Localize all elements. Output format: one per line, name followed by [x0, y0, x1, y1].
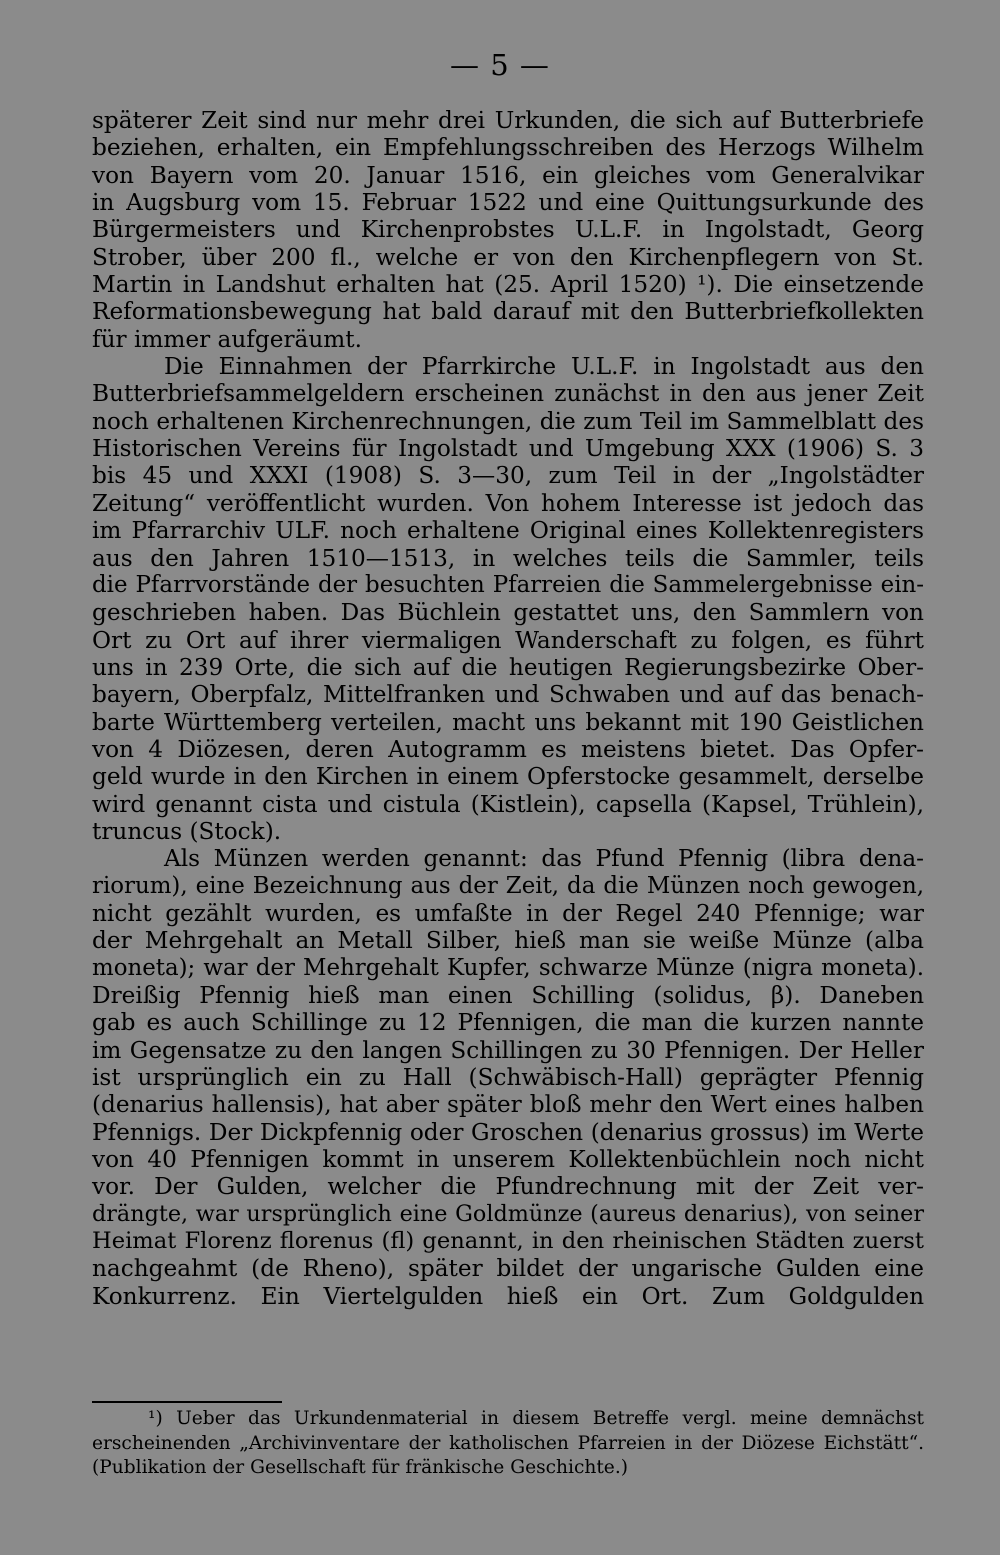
footnotes	[92, 1407, 924, 1481]
text-line: Martin in Landshut erhalten hat (25. April 1520) ¹). Die einsetzende	[92, 271, 924, 299]
text-line: Ort zu Ort auf ihrer viermaligen Wanderschaft zu folgen, es führt	[92, 626, 924, 654]
text-line: im Pfarrarchiv ULF. noch erhaltene Original eines Kollektenregisters	[92, 517, 924, 545]
text-line: Reformationsbewegung hat bald darauf mit den Butterbriefkollekten	[92, 298, 924, 326]
text-line: der Mehrgehalt an Metall Silber, hieß man sie weiße Münze (alba	[92, 927, 924, 955]
text-line: späterer Zeit sind nur mehr drei Urkunden, die sich auf Butterbriefe	[92, 107, 924, 134]
footnote-line: (Publikation der Gesellschaft für fränkische Geschichte.)	[92, 1457, 628, 1478]
text-line: vor. Der Gulden, welcher die Pfundrechnung mit der Zeit ver-	[92, 1173, 924, 1201]
text-line: Bürgermeisters und Kirchenprobstes U.L.F. in Ingolstadt, Georg	[92, 216, 924, 244]
text-line: nachgeahmt (de Rheno), später bildet der ungarische Gulden eine	[92, 1255, 924, 1283]
text-line: truncus (Stock).	[92, 817, 282, 845]
text-line: von 4 Diözesen, deren Autogramm es meistens bietet. Das Opfer-	[92, 735, 924, 763]
body-text	[92, 107, 924, 1310]
text-line: ist ursprünglich ein zu Hall (Schwäbisch-Hall) geprägter Pfennig	[92, 1064, 924, 1092]
text-line: Strober, über 200 fl., welche er von den Kirchenpflegern von St.	[92, 243, 924, 271]
text-line: Die Einnahmen der Pfarrkirche U.L.F. in Ingolstadt aus den	[164, 353, 924, 381]
text-line: nicht gezählt wurden, es umfaßte in der Regel 240 Pfennige; war	[92, 899, 924, 927]
text-line: Als Münzen werden genannt: das Pfund Pfennig (libra dena-	[164, 845, 924, 873]
text-line: in Augsburg vom 15. Februar 1522 und eine Quittungsurkunde des	[92, 189, 924, 217]
text-line: riorum), eine Bezeichnung aus der Zeit, da die Münzen noch gewogen,	[92, 872, 924, 899]
footnote-separator	[92, 1401, 282, 1403]
text-line: von Bayern vom 20. Januar 1516, ein gleiches vom Generalvikar	[92, 161, 924, 189]
text-line: beziehen, erhalten, ein Empfehlungsschreiben des Herzogs Wilhelm	[92, 134, 924, 162]
footnote-line: erscheinenden „Archivinventare der katholischen Pfarreien in der Diözese Eichstätt“.	[92, 1432, 924, 1454]
page-number: — 5 —	[450, 48, 550, 82]
text-line: Dreißig Pfennig hieß man einen Schilling (solidus, β). Daneben	[92, 982, 924, 1009]
text-line: geschrieben haben. Das Büchlein gestattet uns, den Sammlern von	[92, 599, 924, 627]
text-line: Konkurrenz. Ein Viertelgulden hieß ein Ort. Zum Goldgulden	[92, 1282, 924, 1310]
text-line: von 40 Pfennigen kommt in unserem Kollektenbüchlein noch nicht	[92, 1146, 924, 1174]
text-line: gab es auch Schillinge zu 12 Pfennigen, die man die kurzen nannte	[92, 1009, 924, 1037]
text-line: uns in 239 Orte, die sich auf die heutigen Regierungsbezirke Ober-	[92, 653, 924, 681]
text-line: Pfennigs. Der Dickpfennig oder Groschen (denarius grossus) im Werte	[92, 1118, 924, 1146]
text-line: moneta); war der Mehrgehalt Kupfer, schwarze Münze (nigra moneta).	[92, 954, 924, 981]
text-line: Butterbriefsammelgeldern erscheinen zunächst in den aus jener Zeit	[92, 380, 924, 408]
text-line: Zeitung“ veröffentlicht wurden. Von hohem Interesse ist jedoch das	[92, 489, 924, 517]
text-line: bayern, Oberpfalz, Mittelfranken und Schwaben und auf das benach-	[92, 681, 924, 709]
text-line: wird genannt cista und cistula (Kistlein), capsella (Kapsel, Trühlein),	[92, 790, 924, 818]
footnote-line: ¹) Ueber das Urkundenmaterial in diesem Betreffe vergl. meine demnächst	[148, 1408, 924, 1429]
text-line: bis 45 und XXXI (1908) S. 3—30, zum Teil in der „Ingolstädter	[92, 462, 924, 490]
text-line: geld wurde in den Kirchen in einem Opferstocke gesammelt, derselbe	[92, 763, 924, 791]
text-line: aus den Jahren 1510—1513, in welches teils die Sammler, teils	[92, 544, 924, 572]
text-line: Heimat Florenz florenus (fl) genannt, in den rheinischen Städten zuerst	[92, 1228, 924, 1255]
text-line: im Gegensatze zu den langen Schillingen zu 30 Pfennigen. Der Heller	[92, 1036, 924, 1064]
text-line: barte Württemberg verteilen, macht uns bekannt mit 190 Geistlichen	[92, 708, 924, 736]
text-line: (denarius hallensis), hat aber später bloß mehr den Wert eines halben	[92, 1091, 924, 1119]
text-line: noch erhaltenen Kirchenrechnungen, die zum Teil im Sammelblatt des	[92, 407, 924, 435]
text-line: drängte, war ursprünglich eine Goldmünze (aureus denarius), von seiner	[92, 1200, 924, 1227]
text-line: die Pfarrvorstände der besuchten Pfarreien die Sammelergebnisse ein-	[92, 571, 924, 598]
text-line: Historischen Vereins für Ingolstadt und Umgebung XXX (1906) S. 3	[92, 435, 924, 463]
text-line: für immer aufgeräumt.	[92, 325, 362, 353]
